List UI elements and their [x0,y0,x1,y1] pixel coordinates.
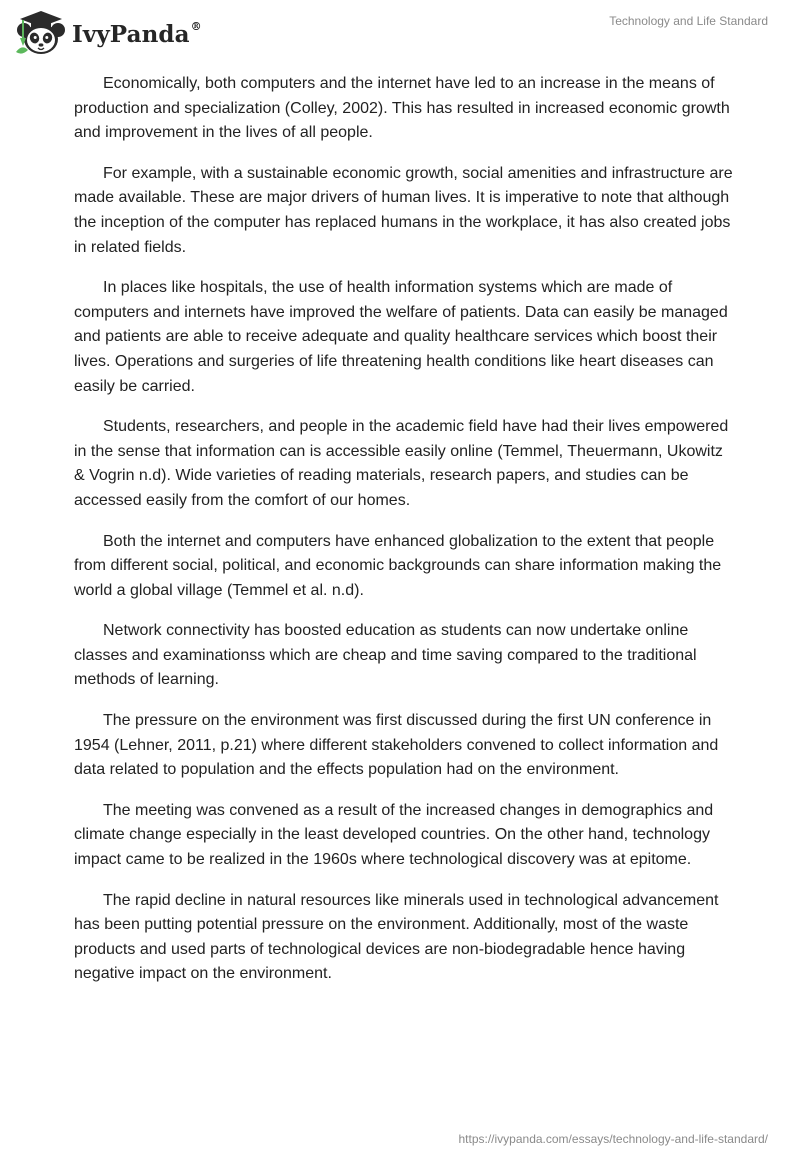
document-title: Technology and Life Standard [609,14,768,28]
paragraph: The pressure on the environment was first discussed during the first UN conference in 1954 (Lehner, 2011, p.21) where different stakeholders convened to collect information and data related to population and the effects population had on the environment. [74,712,719,779]
source-url-link[interactable]: https://ivypanda.com/essays/technology-and-life-standard/ [458,1132,768,1146]
paragraph: In places like hospitals, the use of health information systems which are made of computers and internets have improved the welfare of patients. Data can easily be managed and patients are able to receive adequate and quality healthcare services which boost their lives. Operations and surgeries of life threatening health conditions like heart diseases can easily be carried. [74,279,728,395]
page-header [0,0,800,64]
paragraph: The meeting was convened as a result of the increased changes in demographics and climate change especially in the least developed countries. On the other hand, technology impact came to be realized in the 1960s where technological discovery was at epitome. [74,801,714,869]
panda-graduate-icon [14,8,68,58]
paragraph: For example, with a sustainable economic growth, social amenities and infrastructure are made available. These are major drivers of human lives. It is imperative to note that although the inception of the computer has replaced humans in the workplace, it has also created jobs in related fields. [74,164,733,256]
ivypanda-logo[interactable] [14,8,202,58]
paragraph: Network connectivity has boosted education as students can now undertake online classes and examinationss which are cheap and time saving compared to the traditional methods of learning. [74,622,697,689]
paragraph: Both the internet and computers have enhanced globalization to the extent that people from different social, political, and economic backgrounds can share information making the world a global village (Temmel et al. n.d). [74,532,722,599]
paragraph: The rapid decline in natural resources like minerals used in technological advancement has been putting potential pressure on the environment. Additionally, most of the waste products and used parts of technological devices are non-biodegradable hence having negative impact on the environment. [74,891,719,983]
paragraph: Economically, both computers and the internet have led to an increase in the means of production and specialization (Colley, 2002). This has resulted in increased economic growth and improvement in the lives of all people. [74,75,730,142]
brand-name: IvyPanda® [72,19,202,48]
paragraph: Students, researchers, and people in the academic field have had their lives empowered in the sense that information can is accessible easily online (Temmel, Theuermann, Ukowitz & Vogrin n.d). Wide varieties of reading materials, research papers, and studies can be accessed easily from the comfort of our homes. [74,418,729,509]
essay-body [74,72,734,1003]
